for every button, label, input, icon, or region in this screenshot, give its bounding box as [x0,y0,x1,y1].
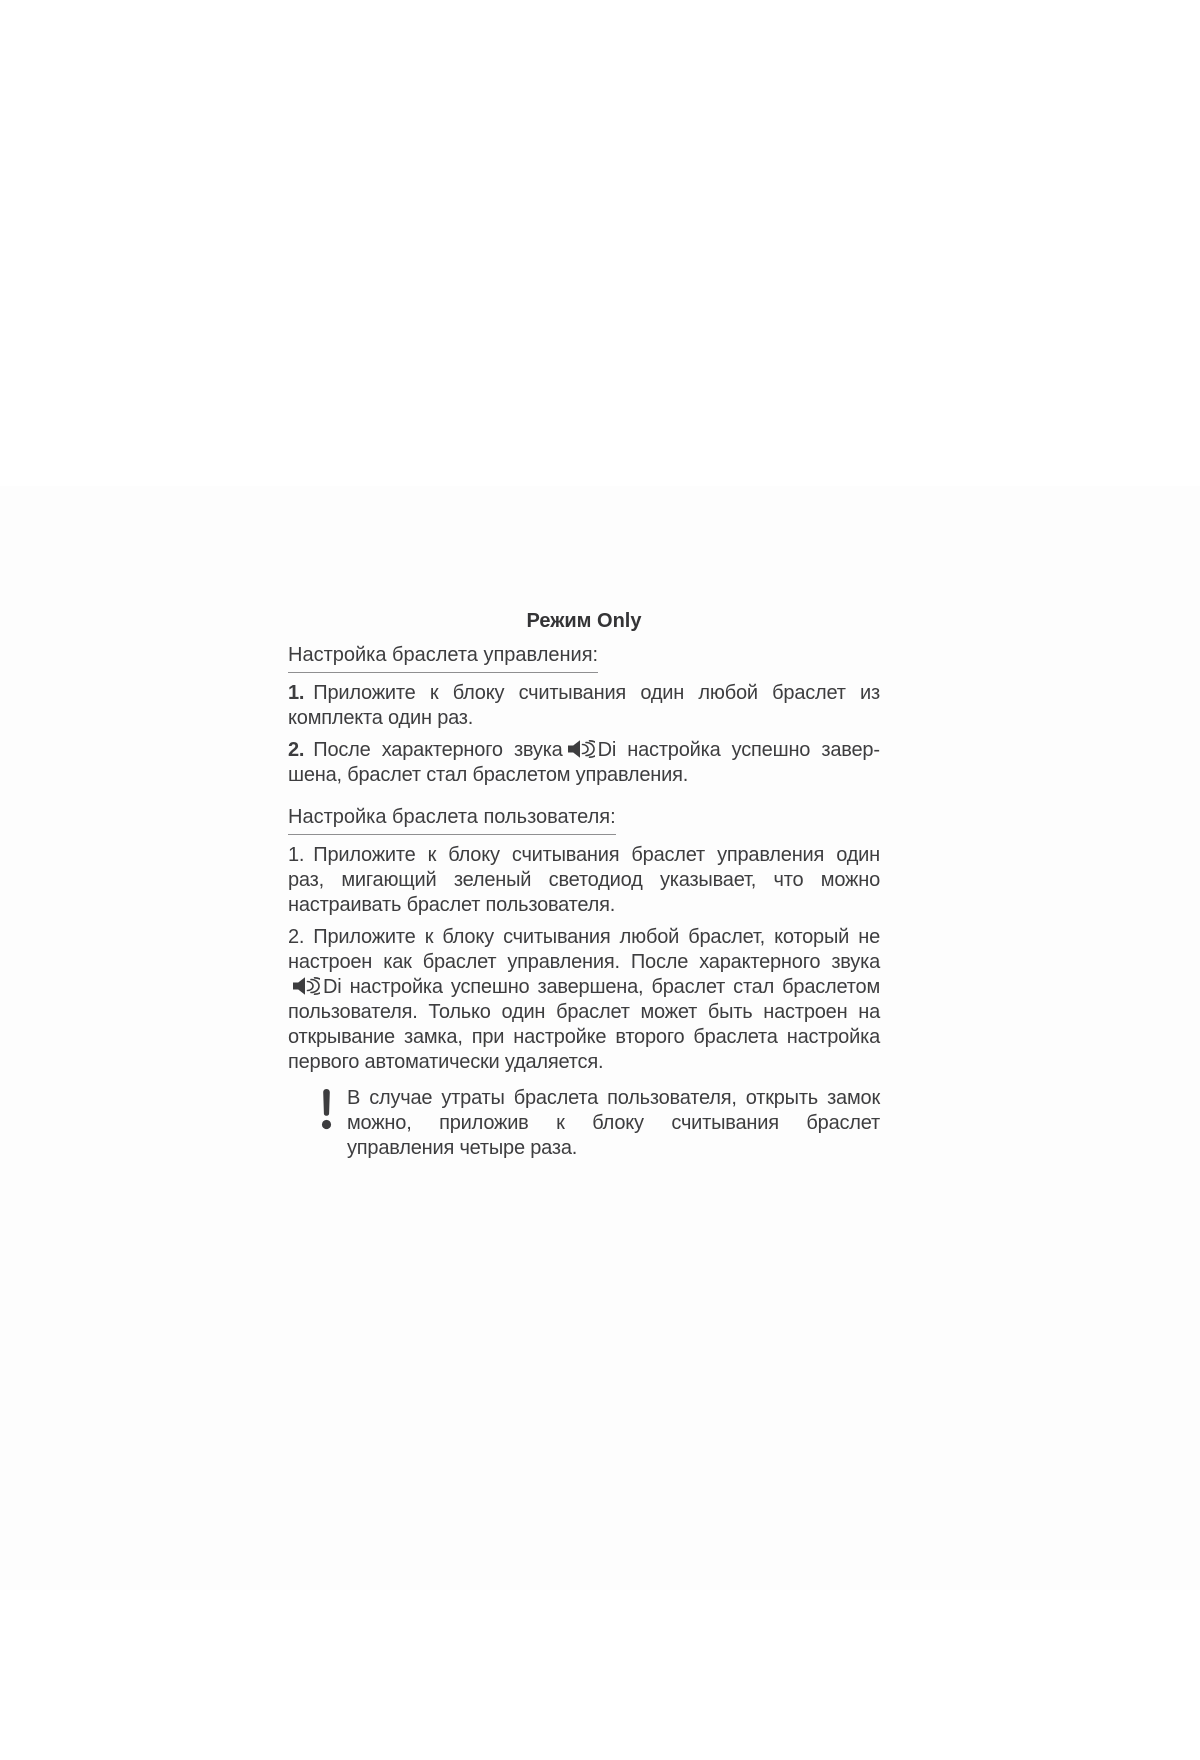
item-text: После характерного звука [313,739,563,761]
item-number: 2. [288,739,305,761]
item-number: 1. [288,844,305,866]
list-item [288,925,880,1075]
item-text: Приложите к блоку считывания один любой браслет из комплекта один раз. [288,682,880,729]
note-text: В случае утраты браслета пользователя, открыть замок можно, приложив к блоку считывания браслет управления четыре раза. [347,1087,880,1159]
item-text: Приложите к блоку считывания браслет управления один раз, мигающий зеленый светодиод указывает, что можно настраивать браслет пользователя. [288,844,880,916]
item-text: Приложите к блоку считывания любой браслет, который не настроен как браслет управления. После характерного звука [288,926,880,973]
section-heading-user-bracelet: Настройка браслета пользователя: [288,805,880,835]
text-column [288,608,880,1161]
item-text: Di настройка успешно завершена, браслет стал браслетом управления. [288,739,880,786]
page-title: Режим Only [526,610,642,632]
item-number: 2. [288,926,305,948]
list-item [288,843,880,918]
section-heading-control-bracelet: Настройка браслета управления: [288,643,880,673]
item-text: Di настройка успешно завершена, браслет стал браслетом пользователя. Только один браслет может быть настроен на открывание замка, при настройке второго браслета настройка первого автоматически удаляется. [288,976,880,1073]
exclamation-icon [319,1089,334,1130]
warning-note [319,1086,880,1161]
speaker-icon [293,977,320,995]
list-item [288,738,880,788]
item-number: 1. [288,682,305,704]
speaker-icon [568,740,595,758]
list-item [288,681,880,731]
